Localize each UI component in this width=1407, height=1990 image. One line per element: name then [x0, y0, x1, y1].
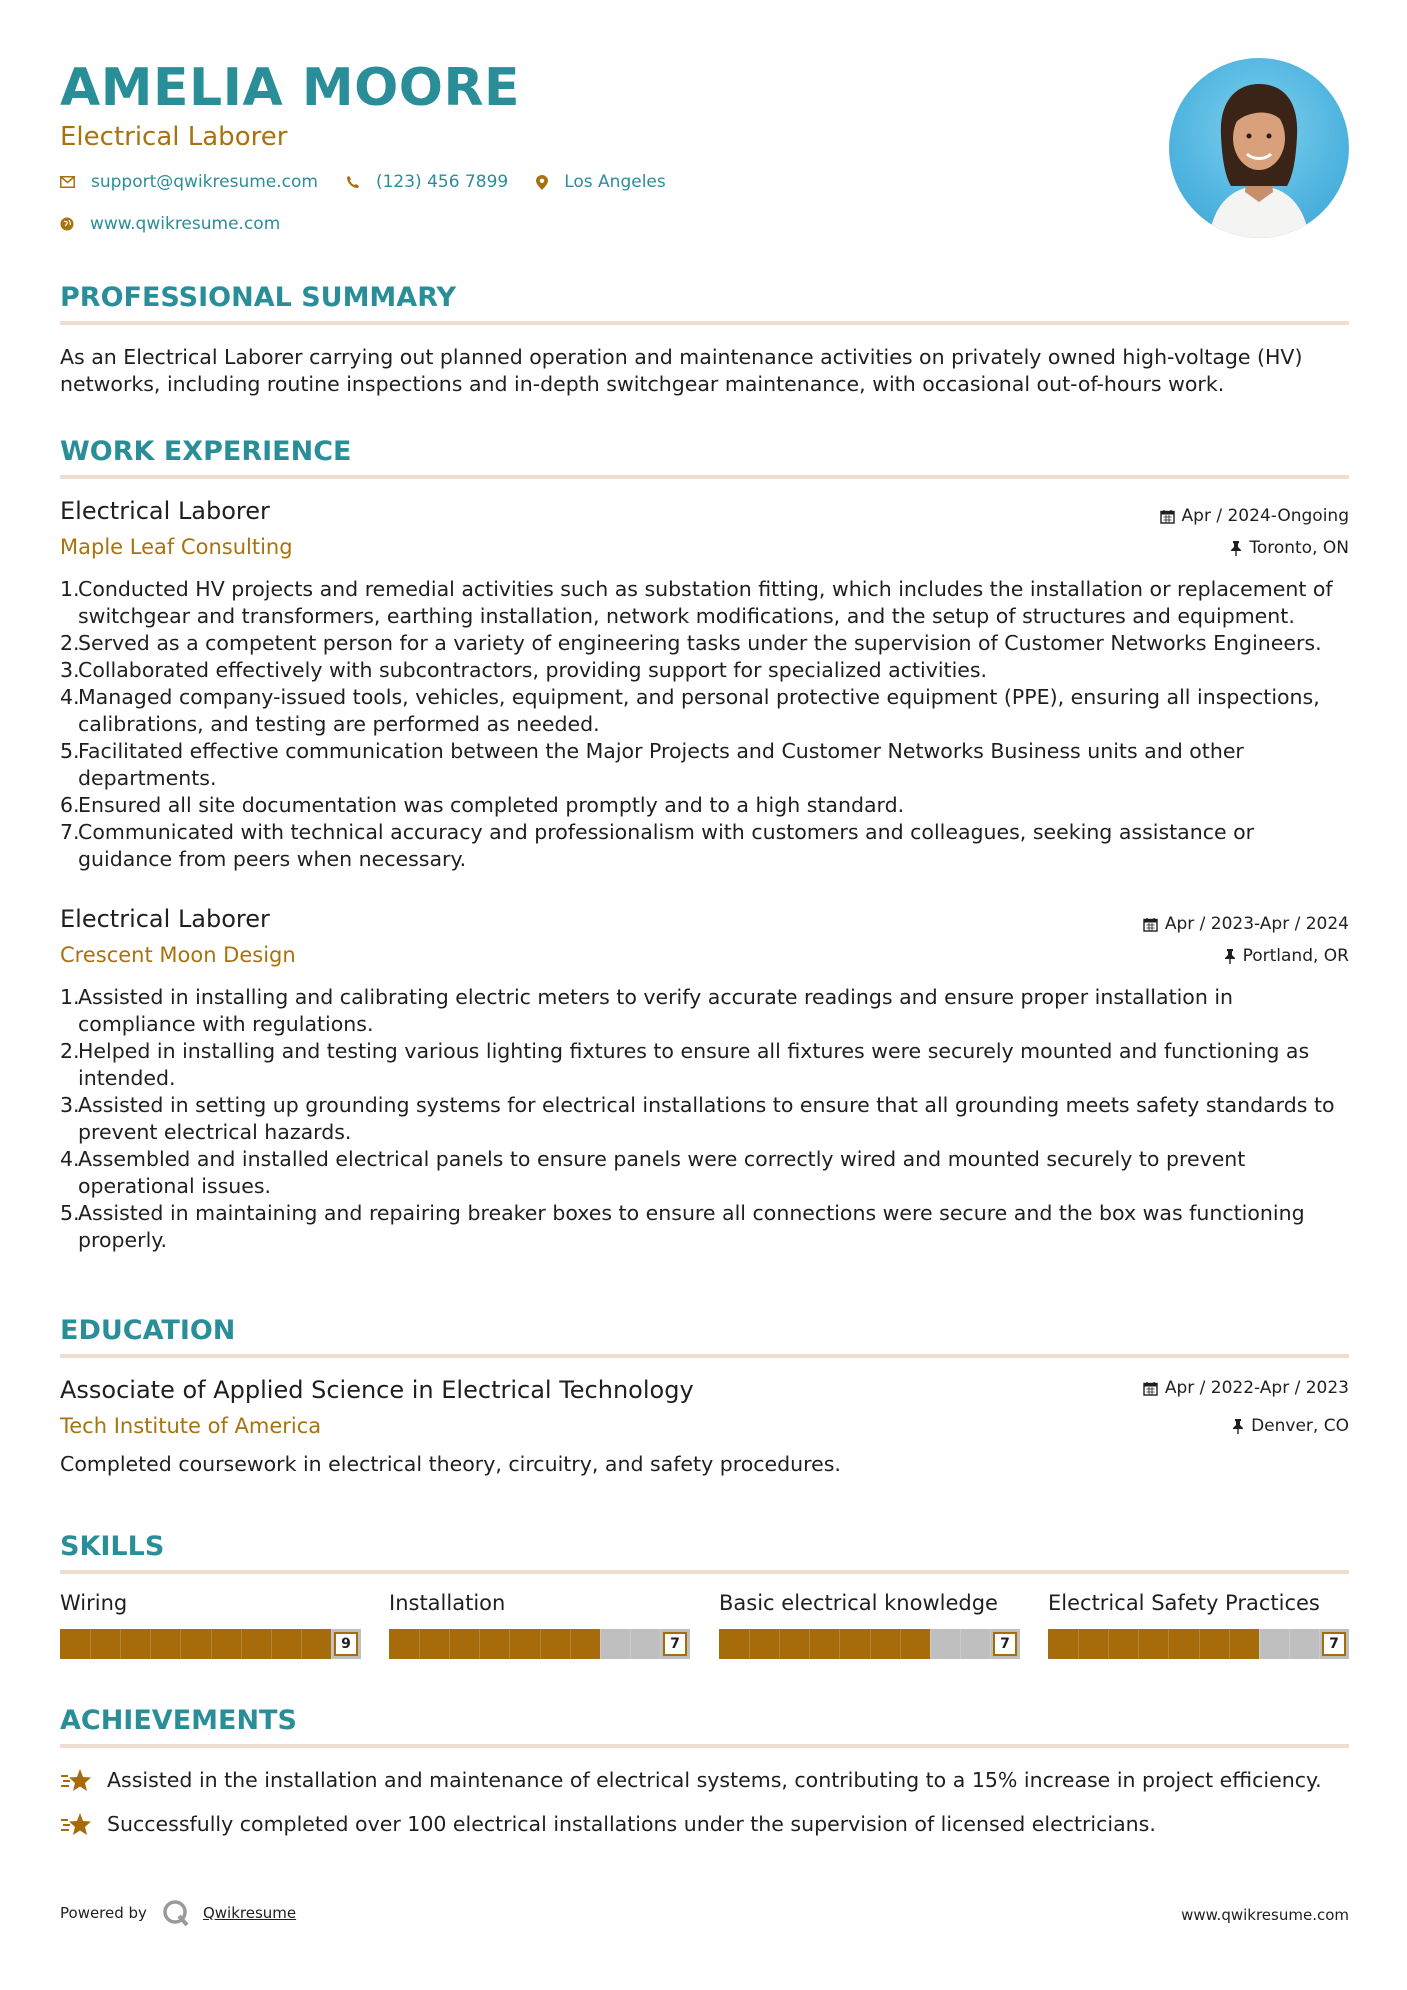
phone-text: (123) 456 7899 — [375, 172, 509, 192]
education-location — [1232, 1416, 1349, 1436]
skill-bar-segment — [990, 1629, 991, 1659]
footer-website[interactable]: www.qwikresume.com — [1181, 1906, 1349, 1924]
contact-phone[interactable] — [346, 172, 508, 192]
degree-title: Associate of Applied Science in Electrical Technology — [60, 1376, 694, 1404]
skill-bar-segment — [150, 1629, 151, 1659]
skill-bar-segment — [1108, 1629, 1109, 1659]
contact-row — [60, 172, 694, 192]
company-name: Crescent Moon Design — [60, 943, 296, 967]
skill-bar-segment — [1319, 1629, 1320, 1659]
skill-bar-segment — [1199, 1629, 1200, 1659]
skill-score: 7 — [663, 1632, 687, 1656]
skill-bar-segment — [211, 1629, 212, 1659]
skill-bar-segment — [271, 1629, 272, 1659]
section-title-achievements: ACHIEVEMENTS — [60, 1705, 297, 1736]
skill-bar-segment — [509, 1629, 510, 1659]
map-pin-icon — [536, 175, 548, 190]
qwikresume-logo-icon — [161, 1898, 191, 1928]
section-title-summary: PROFESSIONAL SUMMARY — [60, 282, 457, 313]
shooting-star-icon — [60, 1767, 93, 1793]
contact-location — [536, 172, 666, 192]
job-dates-text: Apr / 2023-Apr / 2024 — [1164, 914, 1349, 934]
section-title-skills: SKILLS — [60, 1531, 165, 1562]
job-location — [1224, 946, 1349, 966]
job-bullets — [60, 984, 1349, 1254]
phone-icon — [346, 175, 360, 189]
job-dates-text: Apr / 2024-Ongoing — [1181, 506, 1349, 526]
list-item: 4. Managed company-issued tools, vehicles, equipment, and personal protective equipment (PPE), ensuring all inspections, calibrations, and testing are performed as needed. — [60, 685, 1320, 736]
location-text: Los Angeles — [564, 172, 666, 192]
summary-text: As an Electrical Laborer carrying out planned operation and maintenance activities on privately owned high-voltage (HV) networks, including routine inspections and in-depth switchgear maintenance, with occasional out-of-hours work. — [60, 345, 1303, 396]
pushpin-icon — [1232, 1419, 1244, 1434]
job-location — [1230, 538, 1349, 558]
skill-bar-segment — [570, 1629, 571, 1659]
skill-score: 7 — [1322, 1632, 1346, 1656]
achievement-item — [60, 1811, 1156, 1837]
website-text: www.qwikresume.com — [90, 214, 281, 234]
candidate-title: Electrical Laborer — [60, 122, 288, 152]
list-item: 5. Assisted in maintaining and repairing breaker boxes to ensure all connections were secure and the box was functioning properly. — [60, 1201, 1305, 1252]
education-dates-text: Apr / 2022-Apr / 2023 — [1164, 1378, 1349, 1398]
powered-by-label: Powered by — [60, 1904, 147, 1922]
skill-item — [389, 1591, 690, 1659]
job-dates — [1143, 914, 1349, 934]
skill-bar-segment — [660, 1629, 661, 1659]
calendar-icon — [1160, 509, 1175, 524]
email-text: support@qwikresume.com — [91, 172, 318, 192]
resume-page — [60, 0, 1349, 1990]
portrait-image — [1169, 58, 1349, 238]
skill-score: 7 — [993, 1632, 1017, 1656]
list-item: 2. Served as a competent person for a variety of engineering tasks under the supervision of Customer Networks Engineers. — [60, 631, 1322, 655]
achievement-text: Successfully completed over 100 electrical installations under the supervision of licensed electricians. — [107, 1812, 1156, 1836]
skill-bar-segment — [1289, 1629, 1290, 1659]
skill-name: Electrical Safety Practices — [1048, 1591, 1320, 1615]
skill-bar-segment — [180, 1629, 181, 1659]
section-divider — [60, 1744, 1349, 1748]
skill-bar-segment — [900, 1629, 901, 1659]
shooting-star-icon — [60, 1811, 93, 1837]
skill-bar-segment — [301, 1629, 302, 1659]
skill-bar-fill — [389, 1629, 600, 1659]
list-item: 4. Assembled and installed electrical panels to ensure panels were correctly wired and mounted securely to prevent operational issues. — [60, 1147, 1246, 1198]
section-title-education: EDUCATION — [60, 1315, 236, 1346]
skill-bar — [719, 1629, 1020, 1659]
job-dates — [1160, 506, 1349, 526]
company-name: Maple Leaf Consulting — [60, 535, 293, 559]
envelope-icon — [60, 176, 75, 188]
skill-item — [719, 1591, 1020, 1659]
profile-photo — [1169, 58, 1349, 238]
calendar-icon — [1143, 1381, 1158, 1396]
contact-email[interactable] — [60, 172, 318, 192]
skill-bar-segment — [241, 1629, 242, 1659]
section-title-experience: WORK EXPERIENCE — [60, 436, 352, 467]
job-location-text: Toronto, ON — [1249, 538, 1349, 558]
skill-bar-segment — [749, 1629, 750, 1659]
skill-item — [1048, 1591, 1349, 1659]
list-item: 6. Ensured all site documentation was completed promptly and to a high standard. — [60, 793, 905, 817]
skill-name: Installation — [389, 1591, 506, 1615]
education-dates — [1143, 1378, 1349, 1398]
skill-bar-segment — [479, 1629, 480, 1659]
section-divider — [60, 475, 1349, 479]
skill-bar-segment — [419, 1629, 420, 1659]
skill-bar-segment — [449, 1629, 450, 1659]
globe-icon — [60, 217, 74, 231]
section-divider — [60, 1354, 1349, 1358]
skill-bar-fill — [719, 1629, 930, 1659]
skill-bar — [389, 1629, 690, 1659]
pushpin-icon — [1224, 949, 1236, 964]
section-divider — [60, 321, 1349, 325]
job-location-text: Portland, OR — [1242, 946, 1349, 966]
list-item: 2. Helped in installing and testing various lighting fixtures to ensure all fixtures were securely mounted and functioning as intended. — [60, 1039, 1310, 1090]
school-name: Tech Institute of America — [60, 1414, 322, 1438]
contact-website[interactable] — [60, 214, 280, 234]
skill-bar-segment — [331, 1629, 332, 1659]
skill-bar-fill — [1048, 1629, 1259, 1659]
skill-bar-segment — [120, 1629, 121, 1659]
achievement-item — [60, 1767, 1322, 1793]
skill-bar-segment — [1259, 1629, 1260, 1659]
skill-bar-segment — [809, 1629, 810, 1659]
skill-bar-segment — [839, 1629, 840, 1659]
skill-bar-segment — [870, 1629, 871, 1659]
skill-bar-segment — [960, 1629, 961, 1659]
job-title: Electrical Laborer — [60, 905, 270, 933]
skill-bar-segment — [779, 1629, 780, 1659]
skill-name: Wiring — [60, 1591, 128, 1615]
skill-bar-segment — [90, 1629, 91, 1659]
skill-bar-segment — [1229, 1629, 1230, 1659]
achievement-text: Assisted in the installation and maintenance of electrical systems, contributing to a 15% increase in project efficiency. — [107, 1768, 1322, 1792]
skill-item — [60, 1591, 361, 1659]
skill-bar — [1048, 1629, 1349, 1659]
skill-bar — [60, 1629, 361, 1659]
calendar-icon — [1143, 917, 1158, 932]
skill-bar-segment — [630, 1629, 631, 1659]
education-location-text: Denver, CO — [1251, 1416, 1349, 1436]
job-bullets — [60, 576, 1349, 873]
skill-name: Basic electrical knowledge — [719, 1591, 998, 1615]
education-description: Completed coursework in electrical theory, circuitry, and safety procedures. — [60, 1452, 841, 1476]
footer-powered-by — [60, 1898, 296, 1928]
list-item: 5. Facilitated effective communication between the Major Projects and Customer Networks Business units and other departments. — [60, 739, 1244, 790]
list-item: 3. Collaborated effectively with subcontractors, providing support for specialized activities. — [60, 658, 988, 682]
candidate-name: AMELIA MOORE — [60, 58, 521, 118]
list-item: 3. Assisted in setting up grounding systems for electrical installations to ensure that all grounding meets safety standards to prevent electrical hazards. — [60, 1093, 1335, 1144]
section-divider — [60, 1570, 1349, 1574]
skill-bar-segment — [930, 1629, 931, 1659]
pushpin-icon — [1230, 541, 1242, 556]
brand-link[interactable]: Qwikresume — [202, 1904, 297, 1922]
skill-bar-segment — [1078, 1629, 1079, 1659]
contact-row-2 — [60, 214, 308, 234]
list-item: 1. Conducted HV projects and remedial activities such as substation fitting, which includes the installation or replacement of switchgear and transformers, earthing installation, network modifications, and the setup of structures and equipment. — [60, 577, 1333, 628]
job-title: Electrical Laborer — [60, 497, 270, 525]
skill-bar-segment — [540, 1629, 541, 1659]
skill-bar-segment — [600, 1629, 601, 1659]
skill-bar-segment — [1138, 1629, 1139, 1659]
list-item: 7. Communicated with technical accuracy and professionalism with customers and colleagues, seeking assistance or guidance from peers when necessary. — [60, 820, 1255, 871]
list-item: 1. Assisted in installing and calibrating electric meters to verify accurate readings and ensure proper installation in compliance with regulations. — [60, 985, 1234, 1036]
skill-bar-fill — [60, 1629, 331, 1659]
skill-score: 9 — [334, 1632, 358, 1656]
skill-bar-segment — [1168, 1629, 1169, 1659]
